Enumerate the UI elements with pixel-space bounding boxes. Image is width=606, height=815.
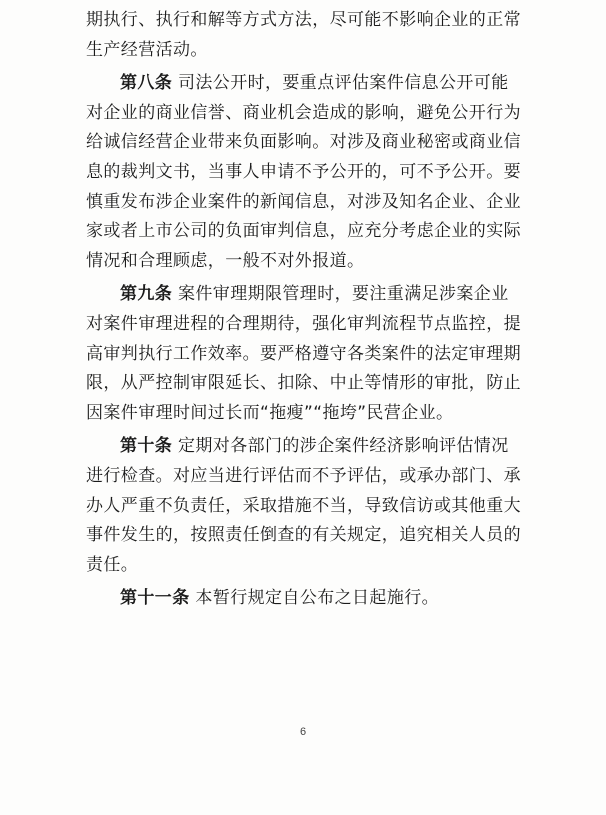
article-10-paragraph bbox=[86, 432, 516, 462]
document-body bbox=[86, 6, 521, 614]
article-9-heading: 第九条 bbox=[120, 284, 173, 305]
article-8-line: 给诚信经营企业带来负面影响。对涉及商业秘密或商业信 bbox=[86, 132, 521, 153]
article-9-line: 案件审理期限管理时，要注重满足涉案企业 bbox=[172, 284, 509, 305]
intro-line: 生产经营活动。 bbox=[86, 39, 208, 60]
article-9-line: 因案件审理时间过长而“拖瘦”“拖垮”民营企业。 bbox=[86, 402, 454, 423]
article-9-line: 高审判执行工作效率。要严格遵守各类案件的法定审理期 bbox=[86, 343, 521, 364]
article-8-line: 情况和合理顾虑，一般不对外报道。 bbox=[86, 250, 365, 271]
article-10-line: 责任。 bbox=[86, 554, 139, 575]
article-8-line: 对企业的商业信誉、商业机会造成的影响，避免公开行为 bbox=[86, 102, 521, 123]
article-10-line: 事件发生的，按照责任倒查的有关规定，追究相关人员的 bbox=[86, 525, 521, 546]
article-10-line: 进行检查。对应当进行评估而不予评估，或承办部门、承 bbox=[86, 465, 521, 486]
article-10-line: 办人严重不负责任，采取措施不当，导致信访或其他重大 bbox=[86, 495, 521, 516]
article-11-line: 本暂行规定自公布之日起施行。 bbox=[189, 588, 440, 609]
article-8-heading: 第八条 bbox=[120, 73, 173, 94]
page-number: 6 bbox=[299, 726, 307, 738]
article-8-paragraph bbox=[86, 69, 516, 99]
article-9-line: 对案件审理进程的合理期待，强化审判流程节点监控，提 bbox=[86, 313, 521, 334]
article-8-line: 慎重发布涉企业案件的新闻信息，对涉及知名企业、企业 bbox=[86, 191, 521, 212]
intro-line: 期执行、执行和解等方式方法，尽可能不影响企业的正常 bbox=[86, 10, 521, 30]
article-11-heading: 第十一条 bbox=[120, 588, 190, 609]
article-8-line: 司法公开时，要重点评估案件信息公开可能 bbox=[172, 73, 509, 94]
article-10-line: 定期对各部门的涉企案件经济影响评估情况 bbox=[172, 436, 509, 457]
article-8-line: 息的裁判文书，当事人申请不予公开的，可不予公开。要 bbox=[86, 161, 521, 182]
article-8-line: 家或者上市公司的负面审判信息，应充分考虑企业的实际 bbox=[86, 221, 521, 242]
article-9-line: 限，从严控制审限延长、扣除、中止等情形的审批，防止 bbox=[86, 373, 521, 394]
article-11-paragraph bbox=[86, 584, 516, 614]
article-9-paragraph bbox=[86, 280, 516, 310]
article-10-heading: 第十条 bbox=[120, 436, 173, 457]
